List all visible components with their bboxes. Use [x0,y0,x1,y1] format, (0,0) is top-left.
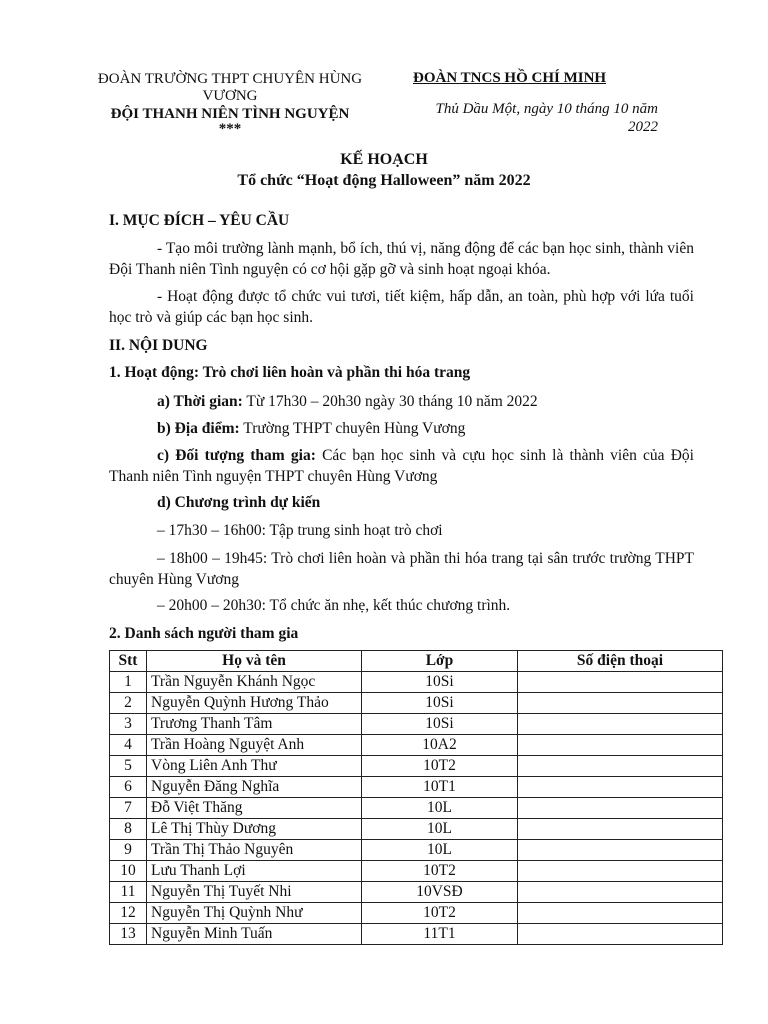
table-row [110,861,723,882]
cell-class: 10L [362,840,518,861]
cell-stt: 2 [110,693,147,714]
cell-class: 10Si [362,672,518,693]
cell-stt: 9 [110,840,147,861]
target-line [109,445,694,487]
cell-name: Nguyễn Thị Tuyết Nhi [147,882,362,903]
cell-stt: 3 [110,714,147,735]
table-row [110,798,723,819]
cell-stt: 6 [110,777,147,798]
purpose-paragraph-1: - Tạo môi trường lành mạnh, bổ ích, thú vị, năng động để các bạn học sinh, thành viên Đội Thanh niên Tình nguyện có cơ hội gặp gỡ và sinh hoạt ngoại khóa. [109,240,694,278]
cell-phone [518,672,723,693]
cell-class: 10T2 [362,756,518,777]
time-label: a) Thời gian: [157,393,243,410]
volunteer-team-name: ĐỘI THANH NIÊN TÌNH NGUYỆN [110,106,350,122]
cell-phone [518,735,723,756]
cell-phone [518,819,723,840]
youth-union-name: ĐOÀN TNCS HỒ CHÍ MINH [413,70,607,86]
target-label: c) Đối tượng tham gia: [157,447,316,464]
participant-list-heading: 2. Danh sách người tham gia [109,625,299,642]
header-stars: *** [218,121,242,137]
time-value: Từ 17h30 – 20h30 ngày 30 tháng 10 năm 2022 [242,393,538,410]
cell-stt: 13 [110,924,147,945]
cell-name: Trần Thị Thảo Nguyên [147,840,362,861]
cell-phone [518,756,723,777]
cell-phone [518,693,723,714]
cell-stt: 7 [110,798,147,819]
cell-class: 10Si [362,693,518,714]
table-row [110,903,723,924]
cell-name: Nguyễn Minh Tuấn [147,924,362,945]
cell-phone [518,714,723,735]
table-row [110,882,723,903]
cell-name: Nguyễn Quỳnh Hương Thảo [147,693,362,714]
cell-name: Trương Thanh Tâm [147,714,362,735]
cell-class: 11T1 [362,924,518,945]
column-header-name: Họ và tên [147,651,362,672]
activity-heading: 1. Hoạt động: Trò chơi liên hoàn và phần thi hóa trang [109,364,471,381]
column-header-stt: Stt [110,651,147,672]
time-line [109,391,694,412]
column-header-class: Lớp [362,651,518,672]
cell-phone [518,924,723,945]
program-heading: d) Chương trình dự kiến [157,494,321,511]
purpose-paragraph-2: - Hoạt động được tổ chức vui tươi, tiết kiệm, hấp dẫn, an toàn, phù hợp với lứa tuổi học trò và giúp các bạn học sinh. [109,288,694,326]
cell-stt: 5 [110,756,147,777]
column-header-phone: Số điện thoại [518,651,723,672]
cell-name: Trần Hoàng Nguyệt Anh [147,735,362,756]
cell-name: Nguyễn Đăng Nghĩa [147,777,362,798]
table-row [110,924,723,945]
table-row [110,714,723,735]
place-value: Trường THPT chuyên Hùng Vương [239,420,466,437]
cell-class: 10T1 [362,777,518,798]
cell-phone [518,882,723,903]
table-row [110,777,723,798]
document-title: KẾ HOẠCH [340,151,428,168]
cell-phone [518,861,723,882]
cell-stt: 10 [110,861,147,882]
cell-class: 10L [362,819,518,840]
table-body [110,672,723,945]
cell-phone [518,798,723,819]
document-date: Thủ Dầu Một, ngày 10 tháng 10 năm 2022 [435,101,658,135]
cell-stt: 1 [110,672,147,693]
table-row [110,819,723,840]
cell-name: Lê Thị Thùy Dương [147,819,362,840]
cell-class: 10A2 [362,735,518,756]
cell-name: Nguyễn Thị Quỳnh Như [147,903,362,924]
school-union-name: ĐOÀN TRƯỜNG THPT CHUYÊN HÙNG VƯƠNG [97,71,363,104]
participant-table [109,650,723,945]
cell-name: Lưu Thanh Lợi [147,861,362,882]
target-value: Các bạn học sinh và cựu học sinh là thành viên của Đội Thanh niên Tình nguyện THPT chuyên Hùng Vương [109,447,694,485]
place-line [109,418,694,439]
cell-class: 10L [362,798,518,819]
table-header-row [110,651,723,672]
cell-stt: 4 [110,735,147,756]
table-row [110,672,723,693]
table-row [110,735,723,756]
cell-phone [518,777,723,798]
program-item: – 17h30 – 16h00: Tập trung sinh hoạt trò chơi [157,522,443,539]
table-row [110,693,723,714]
cell-phone [518,840,723,861]
cell-stt: 11 [110,882,147,903]
cell-class: 10VSĐ [362,882,518,903]
program-item: – 20h00 – 20h30: Tổ chức ăn nhẹ, kết thúc chương trình. [157,597,511,614]
cell-phone [518,903,723,924]
document-subtitle: Tổ chức “Hoạt động Halloween” năm 2022 [237,172,531,189]
cell-name: Đỗ Việt Thăng [147,798,362,819]
cell-class: 10Si [362,714,518,735]
program-item: – 18h00 – 19h45: Trò chơi liên hoàn và phần thi hóa trang tại sân trước trường THPT chuyên Hùng Vương [109,550,694,588]
cell-stt: 8 [110,819,147,840]
cell-class: 10T2 [362,903,518,924]
cell-stt: 12 [110,903,147,924]
header-right [408,70,658,136]
cell-name: Vòng Liên Anh Thư [147,756,362,777]
table-row [110,756,723,777]
cell-class: 10T2 [362,861,518,882]
table-row [110,840,723,861]
header-left [95,71,365,135]
cell-name: Trần Nguyễn Khánh Ngọc [147,672,362,693]
section-2-heading: II. NỘI DUNG [109,337,208,354]
section-1-heading: I. MỤC ĐÍCH – YÊU CẦU [109,212,290,229]
place-label: b) Địa điểm: [157,420,240,437]
